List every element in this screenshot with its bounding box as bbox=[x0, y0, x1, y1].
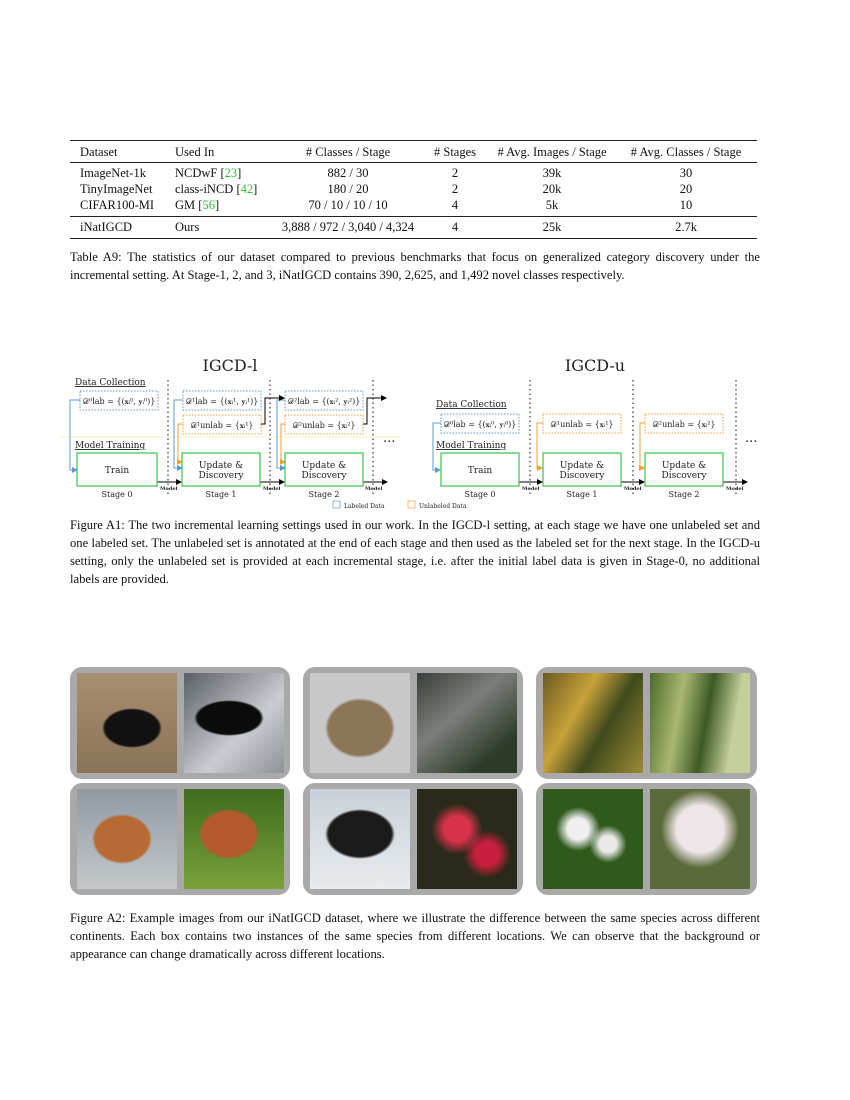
table-caption: Table A9: The statistics of our dataset compared to previous benchmarks that focus on generalized category discovery under the incremental setting. At Stage-1, 2, and 3, iNatIGCD contains 390, 2,625, and 1,492 novel classes respectively. bbox=[70, 250, 760, 282]
cell-avg-classes: 2.7k bbox=[675, 220, 697, 234]
cell-classes: 70 / 10 / 10 / 10 bbox=[308, 198, 388, 212]
header-avg-classes: # Avg. Classes / Stage bbox=[630, 145, 742, 159]
butterfly-photo bbox=[310, 789, 410, 889]
cell-avg-classes: 20 bbox=[679, 182, 693, 196]
method-name: NCDwF bbox=[175, 166, 218, 180]
cell-stages: 2 bbox=[451, 182, 459, 196]
crow-photo bbox=[184, 673, 284, 773]
cell-used-in: NCDwF [23] bbox=[175, 166, 242, 180]
species-box-butterfly bbox=[303, 783, 523, 895]
discovery-box-label: Discovery bbox=[559, 471, 605, 481]
species-box-flower bbox=[536, 783, 757, 895]
citation-link[interactable]: 56 bbox=[202, 198, 215, 212]
stage-label: Stage 0 bbox=[101, 490, 133, 499]
cell-used-in: GM [56] bbox=[175, 198, 220, 212]
figure-a1-caption: Figure A1: The two incremental learning settings used in our work. In the IGCD-l setting, at each stage we have one unlabeled set and one labeled set. The unlabeled set is annotated at the end of each stage and then used as the labeled set for the next stage. In the IGCD-u setting, only the unlabeled set is provided at each incremental stage, i.e. after the initial label data is given in Stage-0, no additional labels are provided. bbox=[70, 518, 760, 586]
cell-stages: 2 bbox=[451, 166, 459, 180]
moth-photo bbox=[310, 673, 410, 773]
d0-lab-set: 𝒟⁰lab = {(𝐱ᵢ⁰, 𝐲ᵢ⁰)} bbox=[443, 420, 517, 429]
flower-photo bbox=[543, 789, 643, 889]
crow-photo bbox=[77, 673, 177, 773]
moth-photo bbox=[417, 673, 517, 773]
cell-avg-classes: 30 bbox=[679, 166, 693, 180]
cell-classes: 882 / 30 bbox=[327, 166, 369, 180]
robin-photo bbox=[184, 789, 284, 889]
discovery-box-label: Discovery bbox=[661, 471, 707, 481]
update-box-label: Update & bbox=[301, 461, 347, 471]
d2-unlab-set: 𝒟²unlab = {𝐱ᵢ²} bbox=[652, 420, 716, 429]
cell-used-in: class-iNCD [42] bbox=[175, 182, 258, 196]
cell-classes: 180 / 20 bbox=[327, 182, 369, 196]
igcd-u-title: IGCD-u bbox=[564, 356, 626, 375]
flower-photo bbox=[650, 789, 750, 889]
model-label: Model bbox=[160, 486, 178, 492]
header-stages: # Stages bbox=[433, 145, 477, 159]
model-label: Model bbox=[263, 486, 281, 492]
cell-images: 39k bbox=[542, 166, 562, 180]
header-classes: # Classes / Stage bbox=[305, 145, 391, 159]
cell-dataset: TinyImageNet bbox=[80, 182, 153, 196]
header-used-in: Used In bbox=[175, 145, 215, 159]
d1-lab-set: 𝒟¹lab = {(𝐱ᵢ¹, 𝐲ᵢ¹)} bbox=[185, 397, 259, 406]
cell-dataset: CIFAR100-MI bbox=[80, 198, 155, 212]
legend-labeled: Labeled Data bbox=[344, 503, 385, 510]
update-box-label: Update & bbox=[198, 461, 244, 471]
cell-dataset: ImageNet-1k bbox=[80, 166, 146, 180]
citation-link[interactable]: 23 bbox=[224, 166, 238, 180]
finch-photo bbox=[543, 673, 643, 773]
incremental-settings-diagram bbox=[0, 0, 850, 520]
legend-unlabeled: Unlabeled Data bbox=[419, 503, 467, 510]
cell-stages: 4 bbox=[451, 198, 459, 212]
igcd-l-title: IGCD-l bbox=[202, 356, 258, 375]
model-training-label: Model Training bbox=[436, 441, 507, 451]
data-collection-label: Data Collection bbox=[75, 378, 146, 388]
model-label: Model bbox=[624, 486, 642, 492]
citation-link[interactable]: 42 bbox=[240, 182, 254, 196]
species-box-bird bbox=[536, 667, 757, 779]
species-box-robin bbox=[70, 783, 290, 895]
d1-unlab-set: 𝒟¹unlab = {𝐱ᵢ¹} bbox=[550, 420, 614, 429]
cell-classes: 3,888 / 972 / 3,040 / 4,324 bbox=[281, 220, 415, 234]
species-box-crow bbox=[70, 667, 290, 779]
stage-label: Stage 2 bbox=[668, 490, 700, 499]
model-label: Model bbox=[365, 486, 383, 492]
stage-label: Stage 0 bbox=[464, 490, 496, 499]
stage-label: Stage 2 bbox=[308, 490, 340, 499]
cell-avg-classes: 10 bbox=[679, 198, 693, 212]
butterfly-photo bbox=[417, 789, 517, 889]
finch-photo bbox=[650, 673, 750, 773]
ellipsis: ... bbox=[383, 431, 396, 446]
species-box-moth bbox=[303, 667, 523, 779]
method-name: class-iNCD bbox=[175, 182, 234, 196]
d1-unlab-set: 𝒟¹unlab = {𝐱ᵢ¹} bbox=[190, 421, 254, 430]
cell-used-in: Ours bbox=[175, 220, 200, 234]
d0-lab-set: 𝒟⁰lab = {(𝐱ᵢ⁰, 𝐲ᵢ⁰)} bbox=[82, 397, 156, 406]
robin-photo bbox=[77, 789, 177, 889]
cell-dataset: iNatIGCD bbox=[80, 220, 133, 234]
discovery-box-label: Discovery bbox=[301, 471, 347, 481]
cell-images: 20k bbox=[542, 182, 562, 196]
stage-label: Stage 1 bbox=[205, 490, 237, 499]
method-name: GM bbox=[175, 198, 196, 212]
header-dataset: Dataset bbox=[80, 145, 118, 159]
cell-stages: 4 bbox=[451, 220, 459, 234]
data-collection-label: Data Collection bbox=[436, 400, 507, 410]
d2-unlab-set: 𝒟²unlab = {𝐱ᵢ²} bbox=[292, 421, 356, 430]
figure-a2-caption: Figure A2: Example images from our iNatIGCD dataset, where we illustrate the difference between the same species across different continents. Each box contains two instances of the same species from different locations. We can observe that the background or appearance can change dramatically across different locations. bbox=[70, 911, 760, 961]
ellipsis: ... bbox=[745, 431, 758, 446]
model-training-label: Model Training bbox=[75, 441, 146, 451]
stage-label: Stage 1 bbox=[566, 490, 598, 499]
cell-images: 25k bbox=[542, 220, 562, 234]
model-label: Model bbox=[726, 486, 744, 492]
d2-lab-set: 𝒟²lab = {(𝐱ᵢ², 𝐲ᵢ²)} bbox=[287, 397, 361, 406]
model-label: Model bbox=[522, 486, 540, 492]
cell-images: 5k bbox=[545, 198, 559, 212]
train-box: Train bbox=[467, 466, 493, 476]
update-box-label: Update & bbox=[661, 461, 707, 471]
update-box-label: Update & bbox=[559, 461, 605, 471]
train-box: Train bbox=[104, 466, 130, 476]
discovery-box-label: Discovery bbox=[198, 471, 244, 481]
header-avg-images: # Avg. Images / Stage bbox=[497, 145, 607, 159]
